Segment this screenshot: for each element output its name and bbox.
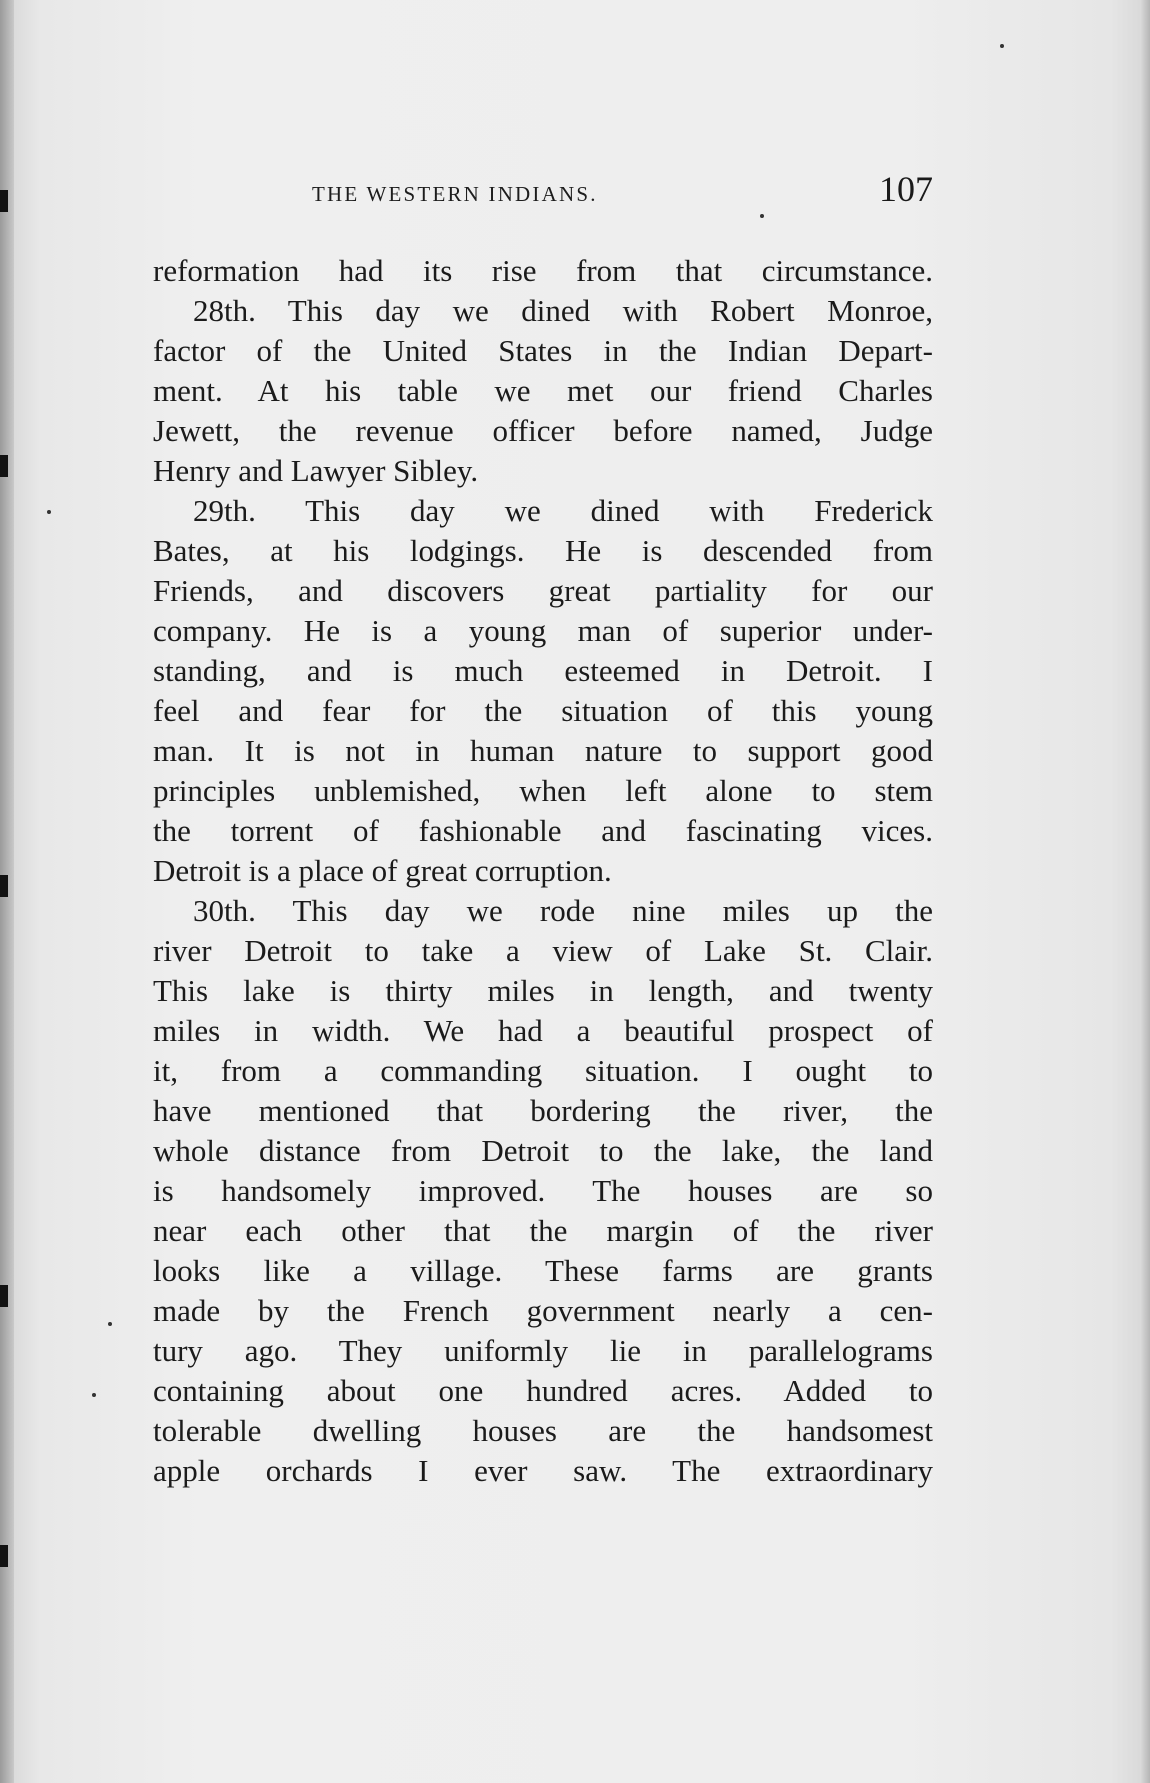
body-text <box>153 251 933 1491</box>
text-line: whole distance from Detroit to the lake, the land <box>153 1133 933 1168</box>
text-line: Friends, and discovers great partiality for our <box>153 573 933 608</box>
page-header <box>150 168 933 208</box>
ink-speck <box>108 1322 112 1326</box>
text-line: containing about one hundred acres. Added to <box>153 1373 933 1408</box>
binding-stitch <box>0 875 8 897</box>
text-line: 28th. This day we dined with Robert Monroe, <box>193 293 933 328</box>
text-line: have mentioned that bordering the river, the <box>153 1093 933 1128</box>
text-line: Jewett, the revenue officer before named, Judge <box>153 413 933 448</box>
ink-speck <box>92 1393 96 1397</box>
binding-stitch <box>0 1545 8 1567</box>
text-line: the torrent of fashionable and fascinating vices. <box>153 813 933 848</box>
text-line: This lake is thirty miles in length, and twenty <box>153 973 933 1008</box>
text-line: man. It is not in human nature to support good <box>153 733 933 768</box>
page-edge <box>1140 0 1150 1783</box>
text-line: tolerable dwelling houses are the handsomest <box>153 1413 933 1448</box>
binding-stitch <box>0 455 8 477</box>
text-line: Bates, at his lodgings. He is descended from <box>153 533 933 568</box>
text-line: apple orchards I ever saw. The extraordinary <box>153 1453 933 1488</box>
binding-stitch <box>0 190 8 212</box>
text-line: made by the French government nearly a cen- <box>153 1293 933 1328</box>
ink-speck <box>47 510 51 514</box>
text-line: tury ago. They uniformly lie in parallelograms <box>153 1333 933 1368</box>
text-line: Detroit is a place of great corruption. <box>153 853 612 888</box>
text-line: principles unblemished, when left alone to stem <box>153 773 933 808</box>
text-line: factor of the United States in the Indian Depart- <box>153 333 933 368</box>
text-line: 30th. This day we rode nine miles up the <box>193 893 933 928</box>
text-line: ment. At his table we met our friend Charles <box>153 373 933 408</box>
text-line: river Detroit to take a view of Lake St. Clair. <box>153 933 933 968</box>
page-number: 107 <box>879 169 933 209</box>
text-line: company. He is a young man of superior under- <box>153 613 933 648</box>
text-line: near each other that the margin of the river <box>153 1213 933 1248</box>
text-line: it, from a commanding situation. I ought to <box>153 1053 933 1088</box>
text-line: is handsomely improved. The houses are so <box>153 1173 933 1208</box>
text-line: standing, and is much esteemed in Detroit. I <box>153 653 933 688</box>
running-title: THE WESTERN INDIANS. <box>312 182 598 206</box>
text-line: miles in width. We had a beautiful prospect of <box>153 1013 933 1048</box>
ink-speck <box>760 214 764 218</box>
ink-speck <box>1000 44 1004 48</box>
binding-stitch <box>0 1285 8 1307</box>
text-line: 29th. This day we dined with Frederick <box>193 493 933 528</box>
text-line: reformation had its rise from that circumstance. <box>153 253 933 288</box>
text-line: feel and fear for the situation of this young <box>153 693 933 728</box>
text-line: looks like a village. These farms are grants <box>153 1253 933 1288</box>
text-line: Henry and Lawyer Sibley. <box>153 453 479 488</box>
